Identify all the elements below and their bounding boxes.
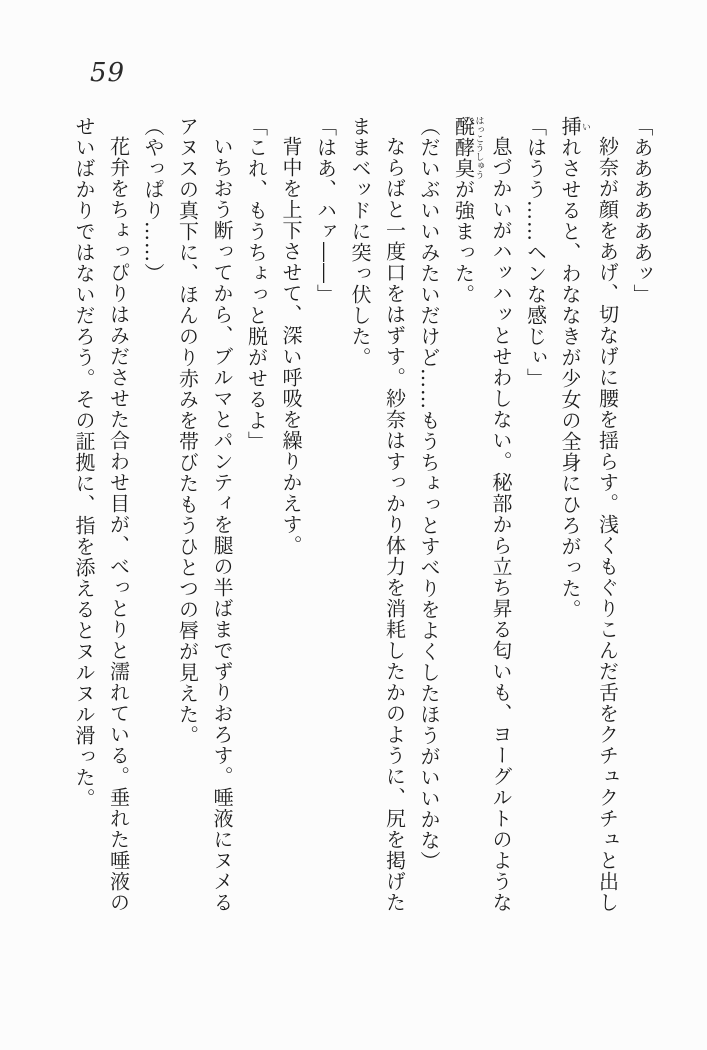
text-line: 息づかいがハッハッとせわしない。秘部から立ち昇る匂いも、ヨーグルトのような [489,136,513,913]
text-line: 「これ、もうちょっと脱がせるよ」 [244,116,269,452]
page-text [59,116,659,942]
text-line: 紗奈が顔をあげ、切なげに腰を揺らす。浅くもぐりこんだ舌をクチュクチュと出し [595,136,620,913]
text-line: 「ああああああッ」 [630,116,654,305]
text-line: せいばかりではないだろう。その証拠に、指を添えるとヌルヌル滑った。 [72,116,96,809]
text-line: ままベッドに突っ伏した。 [348,116,372,368]
text-line: ならばと一度口をはずす。紗奈はすっかり体力を消耗したかのように、尻を掲げた [382,136,407,913]
text-line: いちおう断ってから、ブルマとパンティを腿の半ばまでずりおろす。唾液にヌメる [210,136,234,913]
ruby-annotated-word: 醗酵臭はっこうしゅう [451,116,484,179]
text-line: （だいぶいいみたいだけど……もうちょっとすべりをよくしたほうがいいかな） [417,116,441,872]
text-line: 「はあ、ハァ――」 [313,116,338,305]
text-line: 醗酵臭はっこうしゅうが強まった。 [451,116,484,305]
page-number: 59 [90,58,126,88]
text-line: 花弁をちょっぴりはみださせた合わせ目が、べっとりと濡れている。垂れた唾液の [106,136,131,913]
text-line: アヌスの真下に、ほんのり赤みを帯びたもうひとつの唇が見えた。 [175,116,200,746]
ruby-annotated-word: 挿い [558,116,590,137]
text-line: （やっぱり……） [141,116,165,284]
text-line: 「はうう……ヘンな感じぃ」 [523,116,548,389]
text-line: 背中を上下させて、深い呼吸を繰りかえす。 [279,136,303,556]
text-line: 挿いれさせると、わななきが少女の全身にひろがった。 [558,116,590,620]
